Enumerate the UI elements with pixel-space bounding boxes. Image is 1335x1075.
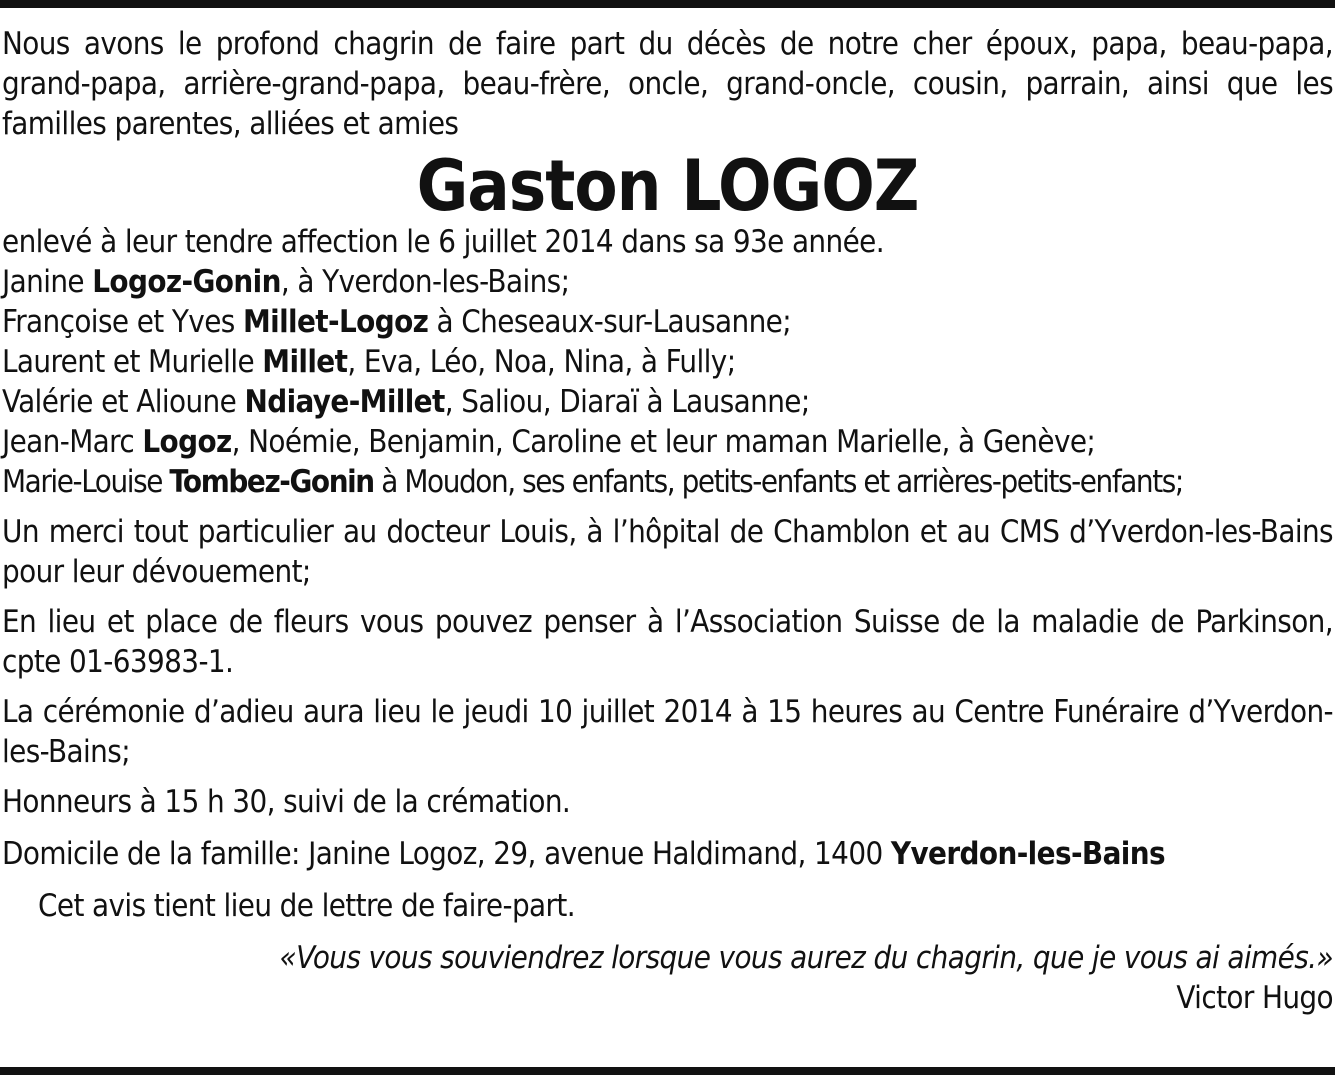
family-line: Laurent et Murielle Millet, Eva, Léo, Noa, Nina, à Fully; (2, 344, 736, 380)
family-line: Françoise et Yves Millet-Logoz à Cheseaux-sur-Lausanne; (2, 304, 792, 340)
domicile-city: Yverdon-les-Bains (890, 836, 1166, 872)
deceased-name: Gaston LOGOZ (416, 145, 919, 227)
notice-statement: Cet avis tient lieu de lettre de faire-part. (38, 888, 575, 924)
notice-body (2, 24, 1333, 1018)
honours-paragraph: Honneurs à 15 h 30, suivi de la crémation. (2, 784, 571, 820)
family-surname: Millet-Logoz (242, 304, 429, 340)
closing-quote: «Vous vous souviendrez lorsque vous aurez du chagrin, que je vous ai aimés.» (279, 940, 1333, 976)
ceremony-paragraph: La cérémonie d’adieu aura lieu le jeudi 10 juillet 2014 à 15 heures au Centre Funéraire d’Yverdon-les-Bains; (2, 694, 1333, 770)
bottom-rule (0, 1067, 1335, 1075)
family-list (2, 262, 1333, 502)
family-line: Marie-Louise Tombez-Gonin à Moudon, ses enfants, petits-enfants et arrières-petits-enfants; (2, 464, 1183, 500)
family-line: Janine Logoz-Gonin, à Yverdon-les-Bains; (2, 264, 570, 300)
family-line: Valérie et Alioune Ndiaye-Millet, Saliou, Diaraï à Lausanne; (2, 384, 810, 420)
intro-paragraph: Nous avons le profond chagrin de faire part du décès de notre cher époux, papa, beau-papa, grand-papa, arrière-grand-papa, beau-frère, oncle, grand-oncle, cousin, parrain, ainsi que les familles parentes, alliées et amies (2, 26, 1333, 142)
family-surname: Tombez-Gonin (169, 464, 374, 500)
donation-paragraph: En lieu et place de fleurs vous pouvez penser à l’Association Suisse de la maladie de Parkinson, cpte 01-63983-1. (2, 604, 1333, 680)
family-surname: Logoz-Gonin (92, 264, 281, 300)
family-surname: Millet (262, 344, 348, 380)
death-notice: enlevé à leur tendre affection le 6 juillet 2014 dans sa 93e année. (2, 224, 884, 260)
family-line: Jean-Marc Logoz, Noémie, Benjamin, Caroline et leur maman Marielle, à Genève; (2, 424, 1096, 460)
thanks-paragraph: Un merci tout particulier au docteur Louis, à l’hôpital de Chamblon et au CMS d’Yverdon-les-Bains pour leur dévouement; (2, 514, 1333, 590)
domicile-paragraph: Domicile de la famille: Janine Logoz, 29, avenue Haldimand, 1400 Yverdon-les-Bains (2, 836, 1166, 872)
top-rule (0, 0, 1335, 8)
family-surname: Ndiaye-Millet (244, 384, 445, 420)
family-surname: Logoz (142, 424, 232, 460)
quote-author: Victor Hugo (1176, 980, 1333, 1016)
